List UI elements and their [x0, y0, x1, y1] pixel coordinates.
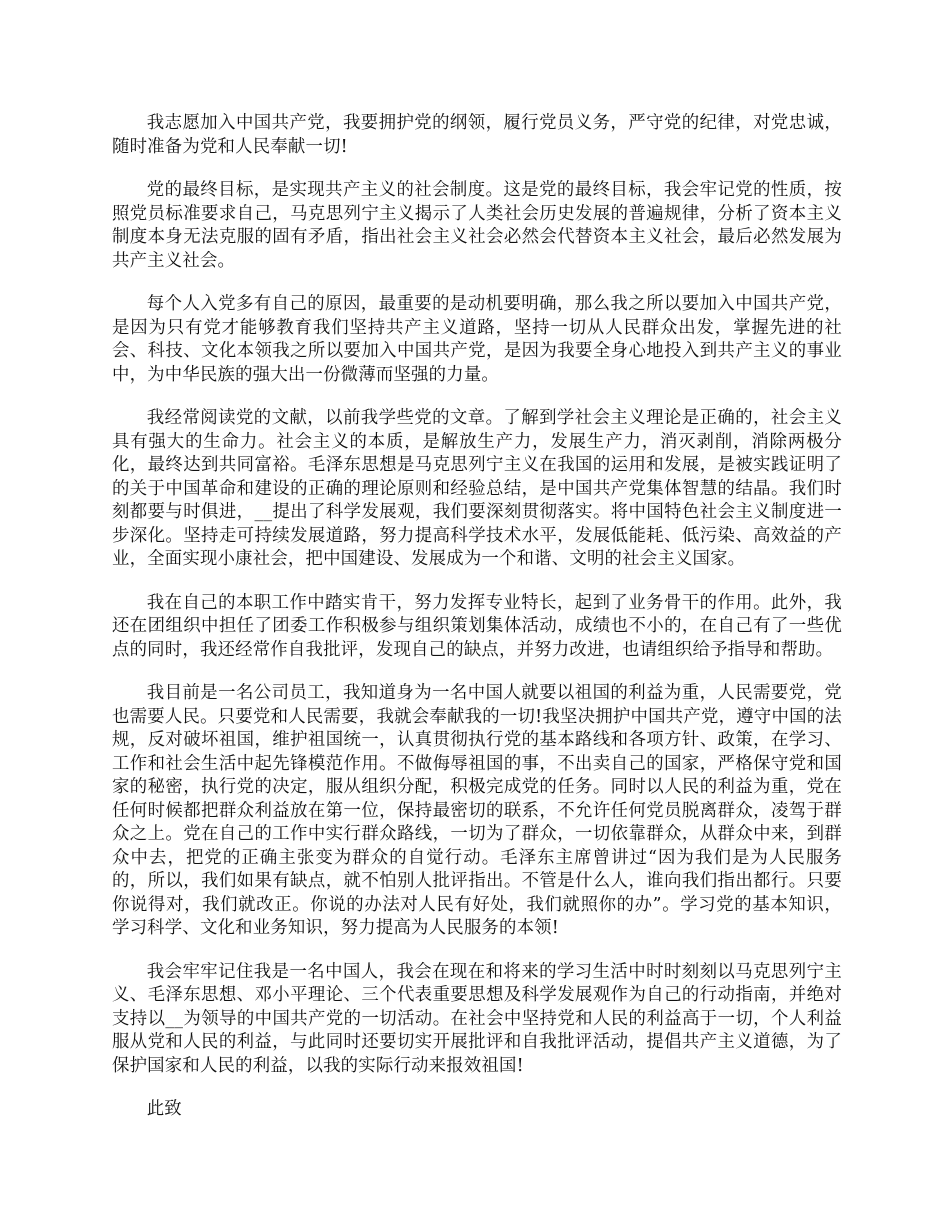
paragraph-ultimate-goal: 党的最终目标，是实现共产主义的社会制度。这是党的最终目标，我会牢记党的性质，按照党员标准要求自己，马克思列宁主义揭示了人类社会历史发展的普遍规律，分析了资本主义制度本身无法克服的固有矛盾，指出社会主义社会必然会代替资本主义社会，最后必然发展为共产主义社会。: [112, 180, 842, 271]
paragraph-theory-study: 我经常阅读党的文献，以前我学些党的文章。了解到学社会主义理论是正确的，社会主义具有强大的生命力。社会主义的本质，是解放生产力，发展生产力，消灭剥削，消除两极分化，最终达到共同富裕。毛泽东思想是马克思列宁主义在我国的运用和发展，是被实践证明了的关于中国革命和建设的正确的理论原则和经验总结，是中国共产党集体智慧的结晶。我们时刻都要与时俱进，__提出了科学发展观，我们要深刻贯彻落实。将中国特色社会主义制度进一步深化。坚持走可持续发展道路，努力提高科学技术水平，发展低能耗、低污染、高效益的产业，全面实现小康社会，把中国建设、发展成为一个和谐、文明的社会主义国家。: [112, 408, 842, 569]
paragraph-resolution: 我会牢牢记住我是一名中国人，我会在现在和将来的学习生活中时时刻刻以马克思列宁主义、毛泽东思想、邓小平理论、三个代表重要思想及科学发展观作为自己的行动指南，并绝对支持以__为领导的中国共产党的一切活动。在社会中坚持党和人民的利益高于一切，个人利益服从党和人民的利益，与此同时还要切实开展批评和自我批评活动，提倡共产主义道德，为了保护国家和人民的利益，以我的实际行动来报效祖国!: [112, 961, 842, 1076]
closing-salutation: 此致: [146, 1099, 182, 1119]
paragraph-work-performance: 我在自己的本职工作中踏实肯干，努力发挥专业特长，起到了业务骨干的作用。此外，我还在团组织中担任了团委工作积极参与组织策划集体活动，成绩也不小的，在自己有了一些优点的同时，我还经常作自我批评，发现自己的缺点，并努力改进，也请组织给予指导和帮助。: [112, 592, 842, 660]
paragraph-pledge: 我志愿加入中国共产党，我要拥护党的纲领，履行党员义务，严守党的纪律，对党忠诚，随时准备为党和人民奉献一切!: [112, 113, 842, 157]
paragraph-commitment: 我目前是一名公司员工，我知道身为一名中国人就要以祖国的利益为重，人民需要党，党也需要人民。只要党和人民需要，我就会奉献我的一切!我坚决拥护中国共产党，遵守中国的法规，反对破坏祖国，维护祖国统一，认真贯彻执行党的基本路线和各项方针、政策，在学习、工作和社会生活中起先锋模范作用。不做侮辱祖国的事，不出卖自己的国家，严格保守党和国家的秘密，执行党的决定，服从组织分配，积极完成党的任务。同时以人民的利益为重，党在任何时候都把群众利益放在第一位，保持最密切的联系，不允许任何党员脱离群众，凌驾于群众之上。党在自己的工作中实行群众路线，一切为了群众，一切依靠群众，从群众中来，到群众中去，把党的正确主张变为群众的自觉行动。毛泽东主席曾讲过“因为我们是为人民服务的，所以，我们如果有缺点，就不怕别人批评指出。不管是什么人，谁向我们指出都行。只要你说得对，我们就改正。你说的办法对人民有好处，我们就照你的办”。学习党的基本知识，学习科学、文化和业务知识，努力提高为人民服务的本领!: [112, 683, 842, 938]
paragraph-motivation: 每个人入党多有自己的原因，最重要的是动机要明确，那么我之所以要加入中国共产党，是因为只有党才能够教育我们坚持共产主义道路，坚持一切从人民群众出发，掌握先进的社会、科技、文化本领我之所以要加入中国共产党，是因为我要全身心地投入到共产主义的事业中，为中华民族的强大出一份微薄而坚强的力量。: [112, 294, 842, 385]
document-body: [112, 112, 842, 1122]
